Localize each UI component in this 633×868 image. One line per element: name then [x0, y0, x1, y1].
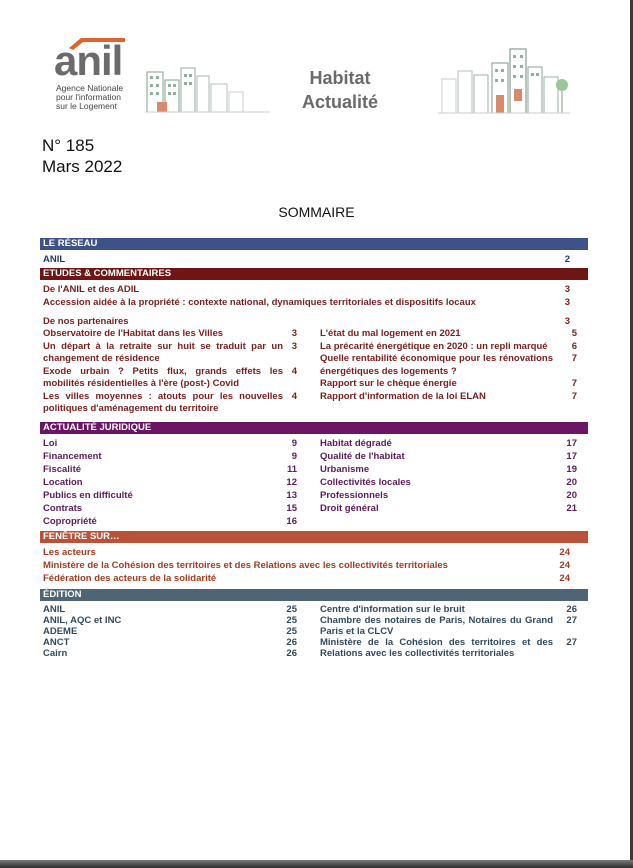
section-etudes — [40, 268, 588, 420]
toc-entry[interactable]: Rapport sur le chèque énergie 7 — [320, 378, 577, 389]
section-header: FENÊTRE SUR… — [40, 531, 588, 543]
section-juridique — [40, 422, 588, 532]
toc-entry[interactable]: Observatoire de l'Habitat dans les Villes 3 — [43, 328, 297, 339]
issue-info — [42, 135, 122, 177]
toc-entry[interactable]: De nos partenaires 3 — [43, 316, 570, 327]
toc-entry[interactable]: Fiscalité 11 — [43, 464, 297, 475]
toc-entry[interactable]: Habitat dégradé 17 — [320, 438, 577, 449]
publication-title: Habitat Actualité — [301, 68, 379, 112]
toc-entry[interactable]: Ministère de la Cohésion des territoires et des Relations avec les collectivités territoriales 24 — [43, 560, 570, 571]
toc-entry[interactable]: Ministère de la Cohésion des territoires et des Relations avec les collectivités territoriales 27 — [320, 637, 577, 659]
toc-entry[interactable]: Fédération des acteurs de la solidarité 24 — [43, 573, 570, 584]
toc-entry[interactable]: Droit général 21 — [320, 503, 577, 514]
toc-entry[interactable]: Rapport d'information de la loi ELAN 7 — [320, 390, 577, 402]
toc-entry[interactable]: ANCT 26 — [43, 637, 297, 648]
section-header: ÉDITION — [40, 589, 588, 601]
toc-entry[interactable]: Copropriété 16 — [43, 516, 297, 527]
toc-entry[interactable]: Collectivités locales 20 — [320, 477, 577, 488]
toc-entry[interactable]: ANIL 25 — [43, 604, 297, 615]
cityscape-left-icon — [145, 64, 270, 114]
toc-entry[interactable]: Cairn 26 — [43, 648, 297, 659]
section-header: ACTUALITÉ JURIDIQUE — [40, 422, 588, 434]
toc-entry[interactable]: Les villes moyennes : atouts pour les nouvelles politiques d'aménagement du territoire 4 — [43, 390, 297, 414]
toc-entry[interactable]: L'état du mal logement en 2021 5 — [320, 328, 577, 339]
sommaire-title: SOMMAIRE — [278, 204, 355, 220]
issue-date: Mars 2022 — [42, 157, 123, 176]
toc-entry[interactable]: Exode urbain ? Petits flux, grands effets les mobilités résidentielles à l'ère (post-) Covid 4 — [43, 365, 297, 389]
toc-entry[interactable]: Urbanisme 19 — [320, 464, 577, 475]
toc-entry[interactable]: De l'ANIL et des ADIL 3 — [43, 284, 570, 295]
toc-entry[interactable]: ANIL 2 — [43, 254, 570, 265]
toc-entry[interactable]: ADEME 25 — [43, 626, 297, 637]
section-header: ETUDES & COMMENTAIRES — [40, 268, 588, 280]
toc-entry[interactable]: Loi 9 — [43, 438, 297, 449]
section-fenetre — [40, 531, 588, 585]
section-edition — [40, 589, 588, 674]
cityscape-right-icon — [438, 45, 570, 115]
logo-word: anil — [54, 37, 123, 84]
toc-entry[interactable]: Financement 9 — [43, 451, 297, 462]
bottom-scrollbar[interactable] — [0, 860, 633, 868]
toc-entry[interactable]: Qualité de l'habitat 17 — [320, 451, 577, 462]
toc-entry[interactable]: Chambre des notaires de Paris, Notaires du Grand Paris et la CLCV 27 — [320, 615, 577, 637]
anil-logo — [50, 34, 134, 114]
issue-number: N° 185 — [42, 136, 95, 155]
section-reseau — [40, 238, 588, 266]
toc-entry[interactable]: Professionnels 20 — [320, 490, 577, 501]
toc-entry[interactable]: Quelle rentabilité économique pour les rénovations énergétiques des logements ? 7 — [320, 353, 577, 377]
section-header: LE RÉSEAU — [40, 238, 588, 250]
toc-entry[interactable]: La précarité énergétique en 2020 : un repli marqué 6 — [320, 340, 577, 352]
toc-entry[interactable]: Contrats 15 — [43, 503, 297, 514]
logo-subtitle: Agence Nationale pour l'information sur le Logement — [56, 83, 124, 111]
toc-entry[interactable]: Location 12 — [43, 477, 297, 488]
toc-entry[interactable]: Les acteurs 24 — [43, 547, 570, 558]
toc-entry[interactable]: ANIL, AQC et INC 25 — [43, 615, 297, 626]
toc-entry[interactable]: Un départ à la retraite sur huit se traduit par un changement de résidence 3 — [43, 340, 297, 364]
toc-entry[interactable]: Accession aidée à la propriété : contexte national, dynamiques territoriales et dispositifs locaux 3 — [43, 297, 570, 308]
toc-entry[interactable]: Publics en difficulté 13 — [43, 490, 297, 501]
toc-entry[interactable]: Centre d'information sur le bruit 26 — [320, 604, 577, 615]
